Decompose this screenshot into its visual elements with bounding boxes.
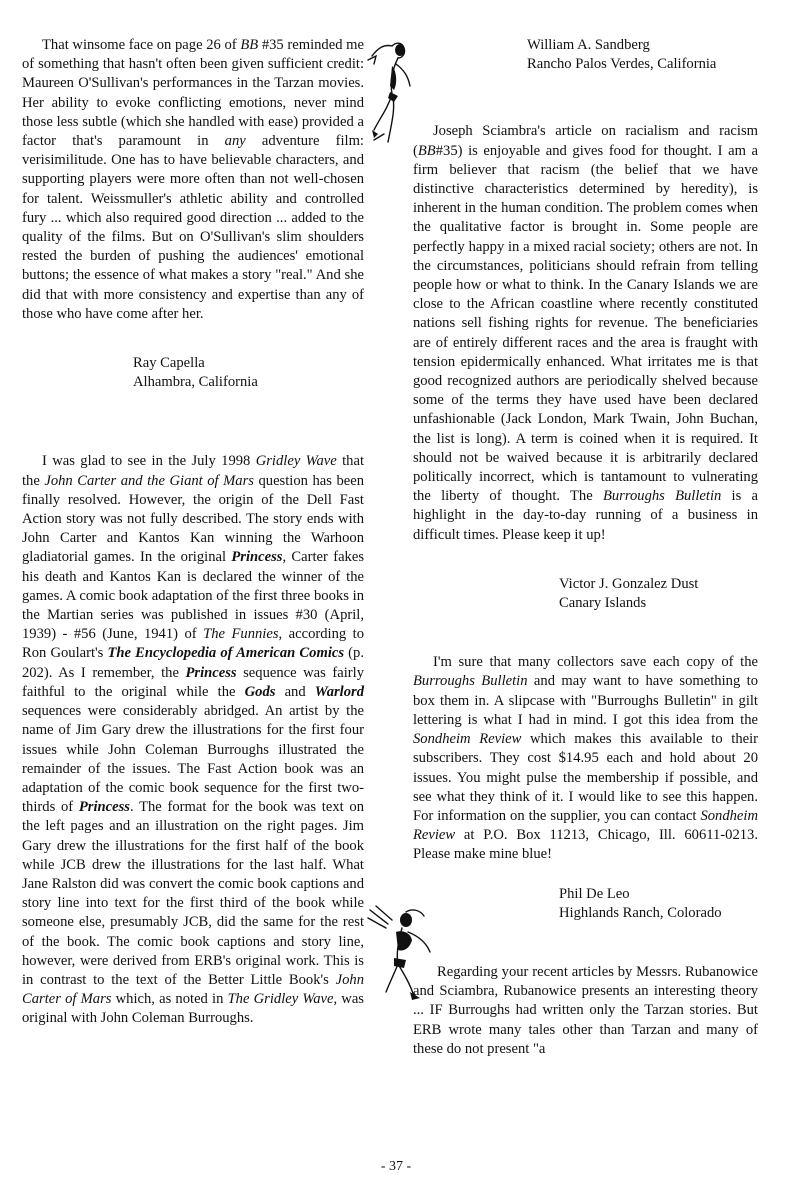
letter-gonzalez-body: Joseph Sciambra's article on racialism and racism (BB#35) is enjoyable and gives food for thought. I am a firm believer that racism (the belief that we have distinctive characteristics determined by heredity), is inherent in the human condition. The problem comes when the qualitative factor is brought in. Some people are perfectly happy in a mixed racial society; others are not. In the circumstances, politicians should refrain from telling people how or what to think. In the Canary Islands we are close to the African coastline where recently constituted nations sell fishing rights for revenue. The beneficiaries are of entirely different races and the area is fraught with tension epidermically enhanced. What irritates me is that good recognized authors are periodically shelved because some of the terms they have used have been declared unfashionable (Jack London, Mark Twain, John Buchan, the list is long). A term is coined when it is required. It should not be waived because it is arbitrarily declared politically incorrect, which is tantamount to vulnerating the liberty of thought. The Burroughs Bulletin is a highlight in the day-to-day running of a business in difficult times. Please keep it up! (413, 123, 758, 543)
right-column (413, 36, 758, 1059)
author-name: William A. Sandberg (527, 37, 650, 53)
author-location: Alhambra, California (133, 374, 258, 391)
tarzan-running-illustration (362, 30, 414, 150)
page-number: - 37 - (380, 1159, 412, 1174)
letter-rubanowice-body: Regarding your recent articles by Messrs. Rubanowice and Sciambra, Rubanowice presents an interesting theory ... IF Burroughs had written only the Tarzan stories. But ERB wrote many tales other than Tarzan and many of these do not present "a (413, 963, 758, 1057)
signature-gonzalez (413, 575, 758, 613)
letter-capella-body: That winsome face on page 26 of BB #35 reminded me of something that hasn't often been given sufficient credit: Maureen O'Sullivan's performances in the Tarzan movies. Her ability to evoke conflicting emotions, never mind those less subtle (which she handled with ease) provided a factor that's paramount in any adventure film: verisimilitude. One has to have believable characters, and supporting players were more often than not well-chosen for talent. Weissmuller's athletic ability and controlled fury ... which also required good direction ... added to the quality of the films. But on O'Sullivan's slim shoulders rested the burden of pushing the audiences' emotional buttons; the essence of what makes a story "real." And she did that with more consistency and expertise than any of those who have come after her. (22, 37, 364, 322)
author-location: Highlands Ranch, Colorado (559, 904, 722, 921)
letter-deleo-body: I'm sure that many collectors save each copy of the Burroughs Bulletin and may want to have something to box them in. A slipcase with "Burroughs Bulletin" in gilt lettering is what I had in mind. I got this idea from the Sondheim Review which makes this available to their subscribers. They cost $14.95 each and hold about 20 issues. You might pulse the membership if possible, and see what they think of it. I would like to see this happen. For information on the supplier, you can contact Sondheim Review at P.O. Box 11213, Chicago, Ill. 60611-0213. Please make mine blue! (413, 654, 759, 863)
author-name: Ray Capella (133, 355, 205, 372)
signature-sandberg (413, 36, 758, 74)
author-name: Victor J. Gonzalez Dust (559, 575, 699, 592)
author-location: Canary Islands (559, 595, 647, 612)
signature-capella (22, 354, 364, 392)
left-column (22, 36, 364, 1029)
letter-sandberg-body: I was glad to see in the July 1998 Gridley Wave that the John Carter and the Giant of Mars question has been finally resolved. However, the origin of the Dell Fast Action story was not fully described. The story ends with John Carter and Kantos Kan winning the Warhoon gladiatorial games. In the original Princess, Carter fakes his death and Kantos Kan is declared the winner of the games. A comic book adaptation of the first three books in the Martian series was published in issues #30 (April, 1939) - #56 (June, 1941) of The Funnies, according to Ron Goulart's The Encyclopedia of American Comics (p. 202). As I remember, the Princess sequence was fairly faithful to the original while the Gods and Warlord sequences were considerably abridged. An artist by the name of Jim Gary drew the illustrations for the first four issues while John Coleman Burroughs illustrated the remainder of the issues. The Fast Action book was an adaptation of the comic book sequence for the first two-thirds of Princess. The format for the book was text on the left pages and an illustration on the right pages. Jim Gary drew the illustrations for the first half of the book while JCB drew the illustrations for the last half. What Jane Ralston did was convert the comic book captions and story line into text for the first third of the book while someone else, presumably JCB, did the same for the rest of the book. The comic book captions and story line, however, were derived from ERB's original work. This is in contrast to the text of the Better Little Book's John Carter of Mars which, as noted in The Gridley Wave, was original with John Coleman Burroughs. (22, 453, 365, 1027)
author-location: Rancho Palos Verdes, California (527, 56, 717, 73)
author-name: Phil De Leo (559, 885, 630, 902)
signature-deleo (413, 885, 758, 923)
